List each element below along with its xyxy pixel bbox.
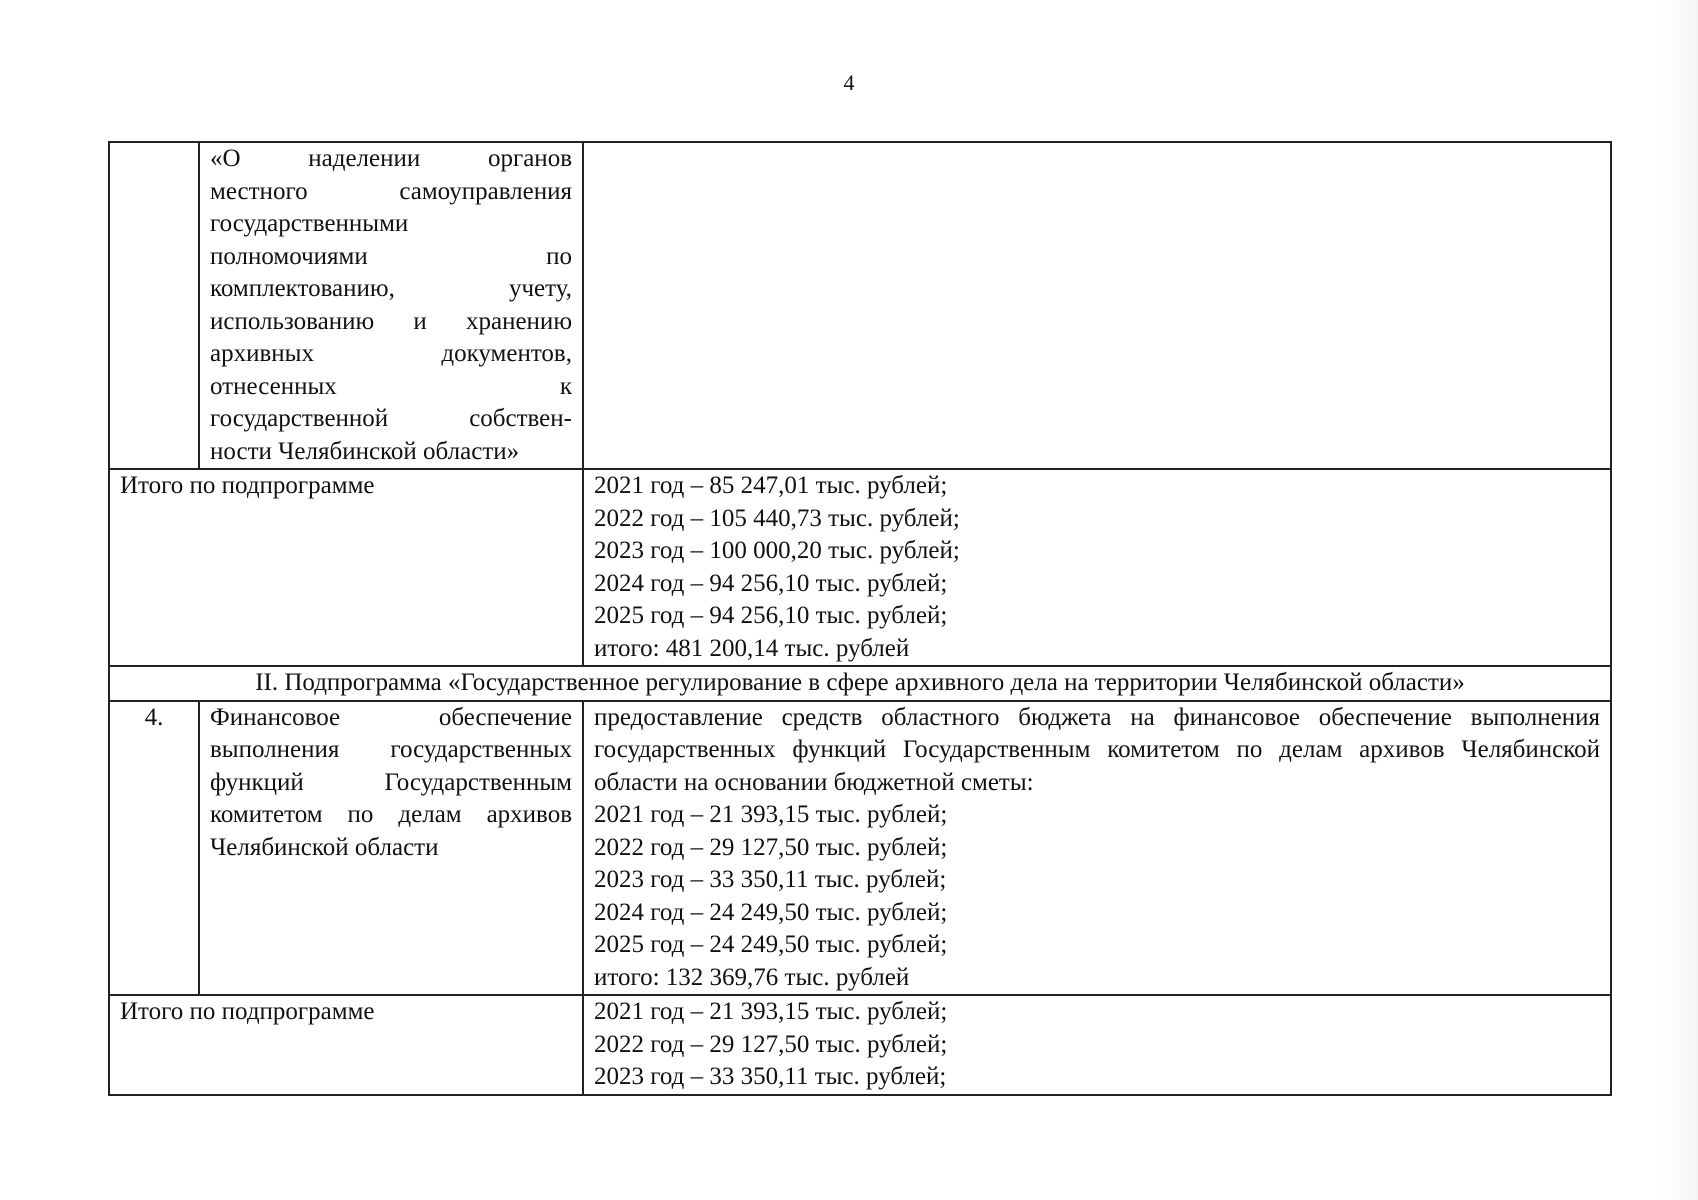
section-heading: II. Подпрограмма «Государственное регулирование в сфере архивного дела на территории Челябинской области» <box>109 666 1611 701</box>
year-amount: 2021 год – 21 393,15 тыс. рублей; <box>594 801 948 828</box>
total-amount: итого: 132 369,76 тыс. рублей <box>594 963 910 991</box>
cell-number-empty <box>109 142 199 469</box>
law-line: ности Челябинской области» <box>210 437 520 465</box>
total-label-cell <box>109 995 583 1095</box>
scan-edge-shading <box>1658 0 1698 1200</box>
row-activity-details <box>583 701 1611 996</box>
law-line: отнесенных к <box>210 372 572 400</box>
row-number: 4. <box>109 701 199 996</box>
table-row-section-heading <box>109 666 1611 701</box>
year-amount: 2023 год – 100 000,20 тыс. рублей; <box>594 537 960 564</box>
total-label: Итого по подпрограмме <box>120 472 375 499</box>
year-amount: 2024 год – 24 249,50 тыс. рублей; <box>594 898 948 926</box>
year-amount: 2022 год – 29 127,50 тыс. рублей; <box>594 833 948 861</box>
year-amount: 2021 год – 85 247,01 тыс. рублей; <box>594 472 948 499</box>
total-label: Итого по подпрограмме <box>120 998 375 1025</box>
law-line: государственными <box>210 210 409 237</box>
year-amount: 2022 год – 29 127,50 тыс. рублей; <box>594 1030 948 1058</box>
cell-empty <box>583 142 1611 469</box>
year-amount: 2024 год – 94 256,10 тыс. рублей; <box>594 569 948 597</box>
activity-description: предоставление средств областного бюджета на финансовое обеспечение выполнения государственных функций Государственным комитетом по делам архивов Челябинской области на основании бюджетной сметы: <box>594 703 1600 796</box>
year-amount: 2025 год – 94 256,10 тыс. рублей; <box>594 602 948 629</box>
program-table <box>108 141 1612 1096</box>
law-line: «О наделении органов <box>210 145 572 172</box>
cell-law-title <box>199 142 583 469</box>
total-amount: итого: 481 200,14 тыс. рублей <box>594 634 910 662</box>
total-values-cell <box>583 469 1611 666</box>
total-values-cell <box>583 995 1611 1095</box>
year-amount: 2022 год – 105 440,73 тыс. рублей; <box>594 504 960 532</box>
law-line: использованию и хранению <box>210 307 572 335</box>
law-line: государственной собствен- <box>210 405 572 432</box>
law-line: местного самоуправления <box>210 177 572 205</box>
year-amount: 2023 год – 33 350,11 тыс. рублей; <box>594 1063 947 1090</box>
row-activity-name: Финансовое обеспечение выполнения государственных функций Государственным комитетом по делам архивов Челябинской области <box>199 701 583 996</box>
page-number: 4 <box>843 70 855 95</box>
year-amount: 2021 год – 21 393,15 тыс. рублей; <box>594 998 948 1025</box>
table-row-law-continuation <box>109 142 1611 469</box>
table-row-total <box>109 469 1611 666</box>
table-row <box>109 701 1611 996</box>
table-row-total <box>109 995 1611 1095</box>
law-line: архивных документов, <box>210 340 572 367</box>
law-line: полномочиями по <box>210 242 572 270</box>
law-line: комплектованию, учету, <box>210 275 572 302</box>
year-amount: 2025 год – 24 249,50 тыс. рублей; <box>594 931 948 958</box>
total-label-cell <box>109 469 583 666</box>
year-amount: 2023 год – 33 350,11 тыс. рублей; <box>594 866 947 893</box>
